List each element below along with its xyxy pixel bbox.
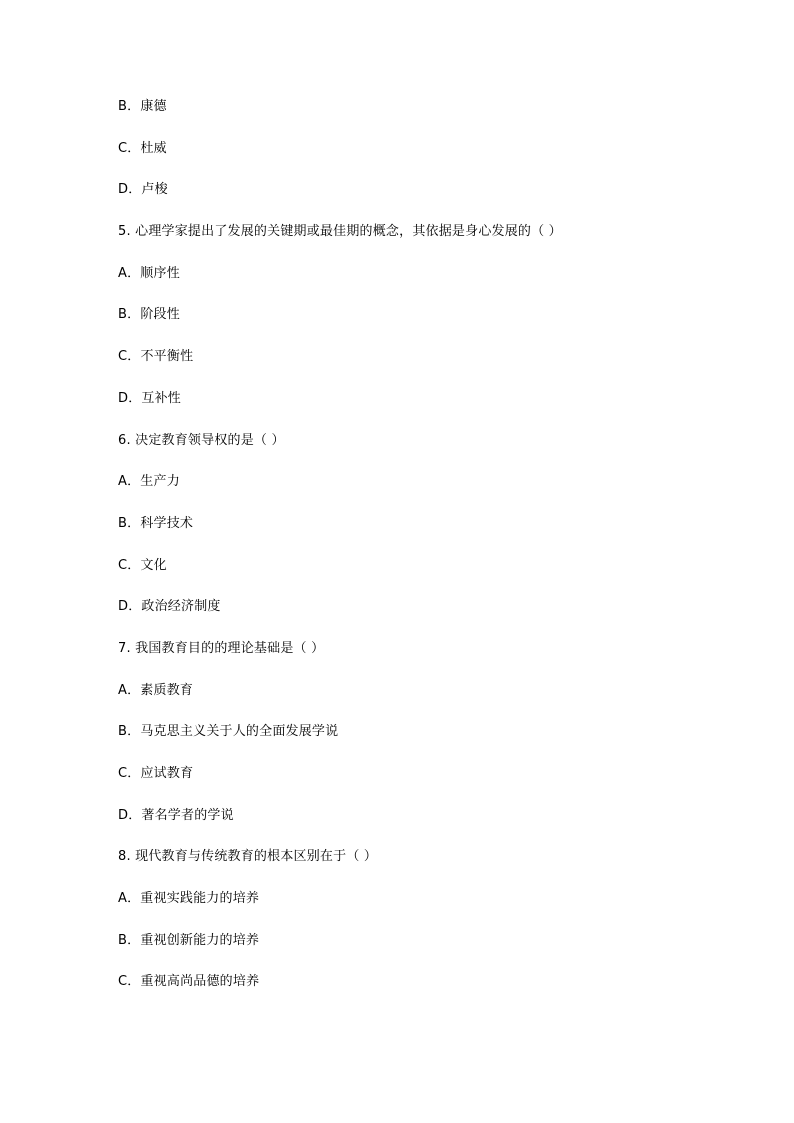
option-line: B．康德 [118,99,167,114]
option-line: B．马克思主义关于人的全面发展学说 [118,724,339,740]
option-line: C．应试教育 [118,766,194,781]
question-text: 7. 我国教育目的的理论基础是（ ） [118,640,325,656]
option-line: A．素质教育 [118,682,194,698]
option-line: A．顺序性 [118,265,180,281]
option-line: C．文化 [118,557,167,573]
option-line: D．卢梭 [118,182,168,198]
option-line: C．重视高尚品德的培养 [118,974,260,990]
option-line: D．互补性 [118,390,182,406]
question-text: 6. 决定教育领导权的是（ ） [118,432,285,448]
option-line: A．生产力 [118,474,180,490]
option-line: A．重视实践能力的培养 [118,891,260,907]
option-line: C．不平衡性 [118,349,194,365]
option-line: B．科学技术 [118,515,194,531]
option-line: D．政治经济制度 [118,599,221,615]
option-line: B．重视创新能力的培养 [118,932,260,948]
option-line: B．阶段性 [118,307,180,323]
option-line: D．著名学者的学说 [118,807,234,823]
question-list [118,97,758,1014]
option-line: C．杜威 [118,140,167,156]
question-text: 5. 心理学家提出了发展的关键期或最佳期的概念，其依据是身心发展的（ ） [118,224,562,240]
question-text: 8. 现代教育与传统教育的根本区别在于（ ） [118,849,378,865]
